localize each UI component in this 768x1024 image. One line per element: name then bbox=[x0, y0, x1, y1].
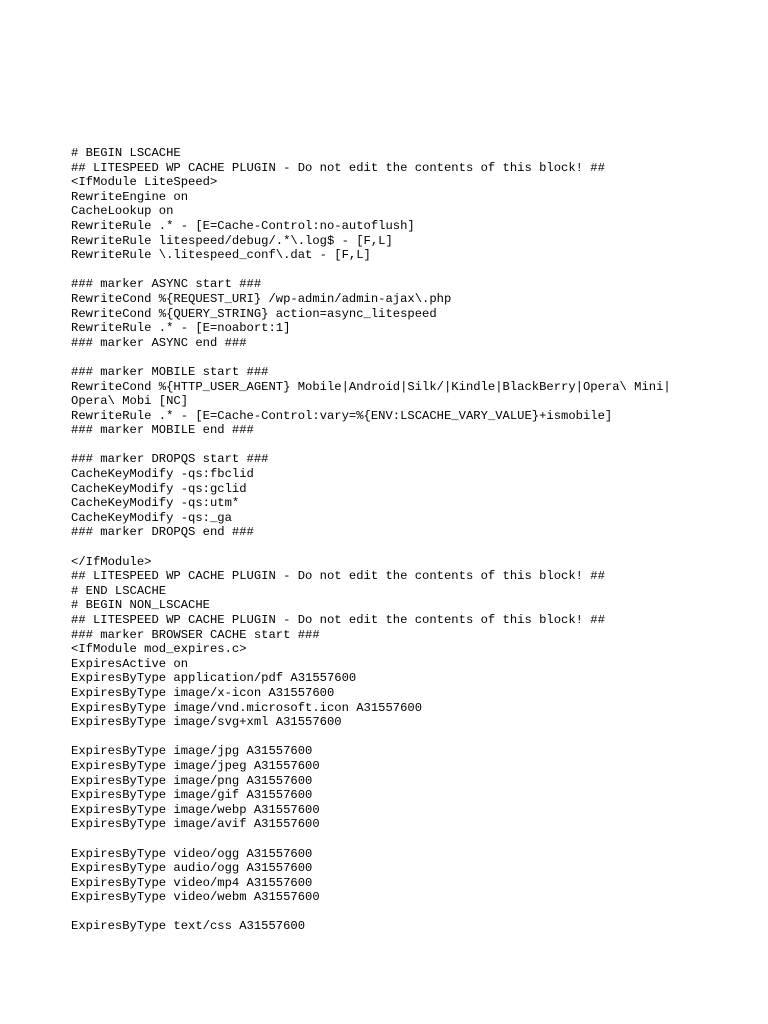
code-line: </IfModule> bbox=[71, 554, 152, 569]
code-line: CacheKeyModify -qs:gclid bbox=[71, 481, 247, 496]
code-line: # BEGIN NON_LSCACHE bbox=[71, 598, 210, 613]
code-line: RewriteCond %{REQUEST_URI} /wp-admin/admin-ajax\.php bbox=[71, 291, 452, 306]
code-line: ### marker ASYNC start ### bbox=[71, 277, 262, 292]
code-line: RewriteCond %{HTTP_USER_AGENT} Mobile|Android|Silk/|Kindle|BlackBerry|Opera\ Mini| bbox=[71, 379, 671, 394]
code-line: # END LSCACHE bbox=[71, 583, 167, 598]
code-line bbox=[71, 540, 751, 555]
code-line: RewriteRule litespeed/debug/.*\.log$ - [F,L] bbox=[71, 233, 393, 248]
code-line: ### marker BROWSER CACHE start ### bbox=[71, 627, 320, 642]
code-line: CacheKeyModify -qs:_ga bbox=[71, 510, 232, 525]
code-line: RewriteRule .* - [E=Cache-Control:no-autoflush] bbox=[71, 218, 415, 233]
code-line: RewriteRule .* - [E=Cache-Control:vary=%{ENV:LSCACHE_VARY_VALUE}+ismobile] bbox=[71, 408, 613, 423]
code-line bbox=[71, 832, 751, 847]
code-line: CacheKeyModify -qs:fbclid bbox=[71, 467, 254, 482]
code-line: ExpiresByType image/png A31557600 bbox=[71, 773, 313, 788]
code-line: RewriteEngine on bbox=[71, 189, 189, 204]
code-line bbox=[71, 730, 751, 745]
code-line: # BEGIN LSCACHE bbox=[71, 146, 181, 160]
code-line: ExpiresByType image/jpg A31557600 bbox=[71, 744, 313, 759]
code-line: ExpiresByType image/gif A31557600 bbox=[71, 788, 313, 803]
code-line: ExpiresByType text/css A31557600 bbox=[71, 919, 306, 934]
code-line: CacheKeyModify -qs:utm* bbox=[71, 496, 240, 511]
code-line: ### marker ASYNC end ### bbox=[71, 335, 247, 350]
code-line: <IfModule LiteSpeed> bbox=[71, 175, 218, 190]
code-line: ExpiresByType image/avif A31557600 bbox=[71, 817, 320, 832]
code-line: ExpiresByType application/pdf A31557600 bbox=[71, 671, 357, 686]
code-line: ExpiresByType image/x-icon A31557600 bbox=[71, 685, 335, 700]
code-line: ExpiresByType audio/ogg A31557600 bbox=[71, 861, 313, 876]
code-line: RewriteCond %{QUERY_STRING} action=async_litespeed bbox=[71, 306, 437, 321]
code-line: ExpiresByType image/svg+xml A31557600 bbox=[71, 715, 342, 730]
code-line: ExpiresActive on bbox=[71, 656, 189, 671]
code-line: ## LITESPEED WP CACHE PLUGIN - Do not edit the contents of this block! ## bbox=[71, 569, 605, 584]
code-line: ExpiresByType image/vnd.microsoft.icon A31557600 bbox=[71, 700, 423, 715]
code-line: ExpiresByType image/jpeg A31557600 bbox=[71, 758, 320, 773]
code-line: Opera\ Mobi [NC] bbox=[71, 394, 189, 409]
code-line: CacheLookup on bbox=[71, 204, 174, 219]
code-line: ExpiresByType image/webp A31557600 bbox=[71, 802, 320, 817]
code-line bbox=[71, 438, 751, 453]
code-line: ExpiresByType video/mp4 A31557600 bbox=[71, 875, 313, 890]
code-line: ### marker MOBILE end ### bbox=[71, 423, 254, 438]
code-line: RewriteRule .* - [E=noabort:1] bbox=[71, 321, 291, 336]
code-line: ## LITESPEED WP CACHE PLUGIN - Do not edit the contents of this block! ## bbox=[71, 613, 605, 627]
code-line bbox=[71, 905, 751, 920]
code-line: ### marker DROPQS start ### bbox=[71, 452, 269, 467]
code-line: ## LITESPEED WP CACHE PLUGIN - Do not edit the contents of this block! ## bbox=[71, 160, 605, 175]
code-line: ExpiresByType video/ogg A31557600 bbox=[71, 846, 313, 861]
code-line bbox=[71, 263, 751, 278]
code-line: ExpiresByType video/webm A31557600 bbox=[71, 890, 320, 905]
code-line: ### marker DROPQS end ### bbox=[71, 525, 254, 540]
code-line: <IfModule mod_expires.c> bbox=[71, 642, 247, 657]
code-line bbox=[71, 350, 751, 365]
htaccess-code-block bbox=[71, 146, 751, 934]
code-line: RewriteRule \.litespeed_conf\.dat - [F,L] bbox=[71, 248, 371, 263]
code-line: ### marker MOBILE start ### bbox=[71, 364, 269, 379]
